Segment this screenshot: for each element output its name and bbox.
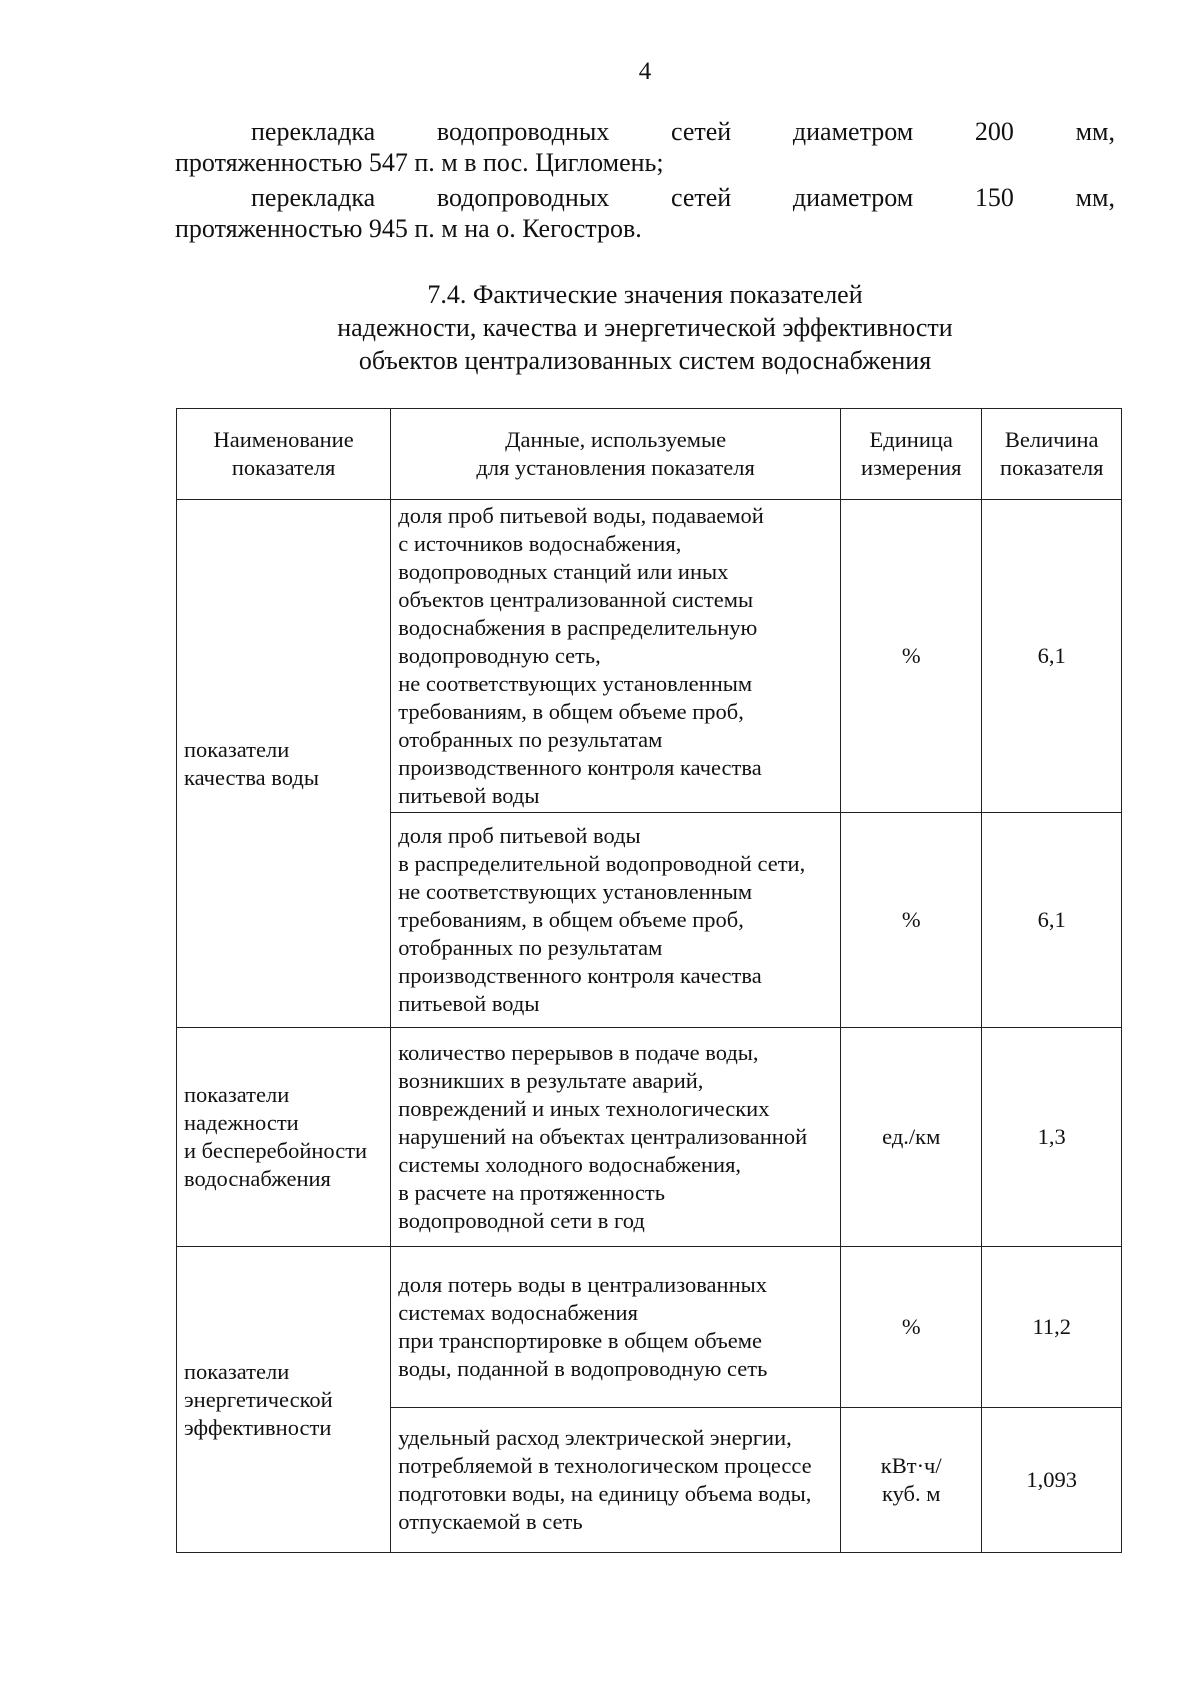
text-line: потребляемой в технологическом процессе [398, 1453, 812, 1478]
word: диаметром [792, 183, 914, 212]
text-line: доля проб питьевой воды, подаваемой [398, 503, 764, 528]
word: 200 [974, 117, 1014, 146]
text-line: питьевой воды [398, 991, 540, 1016]
word: водопроводных [436, 183, 610, 212]
indicator-unit [841, 1408, 982, 1553]
text-line: водопроводную сеть, [398, 643, 601, 668]
text-lines [848, 642, 974, 670]
text-lines [398, 1039, 833, 1235]
text-line: качества воды [184, 764, 319, 790]
section-heading-line: 7.4. Фактические значения показателей [427, 280, 863, 309]
text-line: Данные, используемые [505, 427, 727, 452]
text-line: водопроводных станций или иных [398, 559, 729, 584]
text-line: % [901, 907, 921, 932]
text-lines [848, 906, 974, 934]
text-line: % [901, 643, 921, 668]
text-line: и бесперебойности [184, 1138, 368, 1163]
category-energy-efficiency [177, 1247, 391, 1553]
table-row [177, 500, 1122, 813]
text-lines [184, 426, 383, 482]
text-line: показателя [999, 455, 1104, 480]
category-reliability [177, 1028, 391, 1247]
category-water-quality [177, 500, 391, 1028]
text-line: измерения [860, 455, 962, 480]
text-line: Наименование [213, 427, 354, 452]
indicator-value: 1,3 [982, 1028, 1122, 1247]
text-line: с источников водоснабжения, [398, 531, 682, 556]
paragraph-first-line [175, 182, 1115, 213]
indicator-value: 6,1 [982, 813, 1122, 1028]
text-line: питьевой воды [398, 783, 540, 808]
text-lines [184, 1358, 383, 1442]
text-line: надежности [184, 1110, 299, 1135]
text-lines [989, 426, 1114, 482]
indicator-unit [841, 1247, 982, 1408]
paragraph-pipe-150 [175, 182, 1115, 244]
indicator-unit [841, 813, 982, 1028]
text-line: эффективности [184, 1414, 332, 1440]
text-line: отобранных по результатам [398, 727, 663, 752]
text-lines [184, 736, 383, 792]
indicator-value: 6,1 [982, 500, 1122, 813]
text-line: при транспортировке в общем объеме [398, 1328, 762, 1353]
indicator-description [391, 813, 841, 1028]
text-line: не соответствующих установленным [398, 671, 753, 696]
paragraph-second-line: протяженностью 547 п. м в пос. Цигломень; [175, 148, 664, 177]
text-line: Величина [1004, 427, 1099, 452]
word: мм, [1075, 117, 1115, 146]
text-line: не соответствующих установленным [398, 879, 753, 904]
text-line: объектов централизованной системы [398, 587, 754, 612]
word: диаметром [792, 117, 914, 146]
text-lines [398, 822, 833, 1018]
indicator-description [391, 500, 841, 813]
text-line: показатели [184, 736, 290, 762]
text-line: % [901, 1314, 921, 1339]
text-line: в распределительной водопроводной сети, [398, 851, 806, 876]
text-line: требованиям, в общем объеме проб, [398, 699, 744, 724]
text-line: отпускаемой в сеть [398, 1509, 583, 1534]
text-line: производственного контроля качества [398, 963, 762, 988]
text-line: доля потерь воды в централизованных [398, 1272, 767, 1297]
text-line: Единица [869, 427, 953, 452]
table-row [177, 1247, 1122, 1408]
header-indicator-data [391, 409, 841, 500]
text-line: показатели [184, 1358, 290, 1384]
section-heading-line: надежности, качества и энергетической эффективности [337, 313, 953, 342]
indicator-unit [841, 1028, 982, 1247]
paragraph-pipe-200 [175, 116, 1115, 178]
word: мм, [1075, 183, 1115, 212]
text-line: показатели [184, 1082, 290, 1107]
word: водопроводных [436, 117, 610, 146]
page-number: 4 [638, 58, 652, 85]
text-lines [398, 1424, 833, 1536]
word: сетей [670, 117, 732, 146]
text-line: подготовки воды, на единицу объема воды, [398, 1481, 812, 1506]
header-unit [841, 409, 982, 500]
text-line: ед./км [882, 1124, 941, 1149]
table-row [177, 1028, 1122, 1247]
text-lines [848, 1452, 974, 1508]
text-line: системы холодного водоснабжения, [398, 1152, 742, 1177]
word: перекладка [251, 183, 376, 212]
indicator-value: 1,093 [982, 1408, 1122, 1553]
word: сетей [670, 183, 732, 212]
text-line: водоснабжения [184, 1166, 331, 1191]
text-line: производственного контроля качества [398, 755, 762, 780]
text-line: показателя [231, 455, 336, 480]
paragraph-first-line [175, 116, 1115, 147]
text-line: куб. м [881, 1481, 941, 1506]
text-line: энергетической [184, 1386, 333, 1412]
text-line: в расчете на протяженность [398, 1180, 666, 1205]
header-value [982, 409, 1122, 500]
text-line: возникших в результате аварий, [398, 1068, 704, 1093]
text-line: для установления показателя [476, 455, 755, 480]
text-line: доля проб питьевой воды [398, 823, 641, 848]
text-line: требованиям, в общем объеме проб, [398, 907, 744, 932]
indicator-unit [841, 500, 982, 813]
paragraph-second-line: протяженностью 945 п. м на о. Кегостров. [175, 214, 642, 243]
section-heading [175, 278, 1115, 377]
indicator-description [391, 1247, 841, 1408]
text-lines [398, 502, 833, 810]
text-line: водоснабжения в распределительную [398, 615, 758, 640]
word: 150 [974, 183, 1014, 212]
indicator-value: 11,2 [982, 1247, 1122, 1408]
text-line: системах водоснабжения [398, 1300, 638, 1325]
text-lines [848, 1313, 974, 1341]
table-header-row [177, 409, 1122, 500]
word: перекладка [251, 117, 376, 146]
text-lines [398, 1271, 833, 1383]
text-line: нарушений на объектах централизованной [398, 1124, 808, 1149]
text-line: воды, поданной в водопроводную сеть [398, 1356, 768, 1381]
text-lines [848, 426, 974, 482]
text-line: отобранных по результатам [398, 935, 663, 960]
indicator-description [391, 1408, 841, 1553]
text-line: количество перерывов в подаче воды, [398, 1040, 759, 1065]
text-line: водопроводной сети в год [398, 1208, 645, 1233]
indicator-description [391, 1028, 841, 1247]
text-line: повреждений и иных технологических [398, 1096, 770, 1121]
indicators-table [176, 408, 1122, 1553]
text-lines [848, 1123, 974, 1151]
text-line: удельный расход электрической энергии, [398, 1425, 792, 1450]
text-line: кВт·ч/ [880, 1453, 942, 1478]
header-indicator-name [177, 409, 391, 500]
section-heading-line: объектов централизованных систем водоснабжения [358, 346, 932, 375]
text-lines [398, 426, 833, 482]
text-lines [184, 1081, 383, 1193]
